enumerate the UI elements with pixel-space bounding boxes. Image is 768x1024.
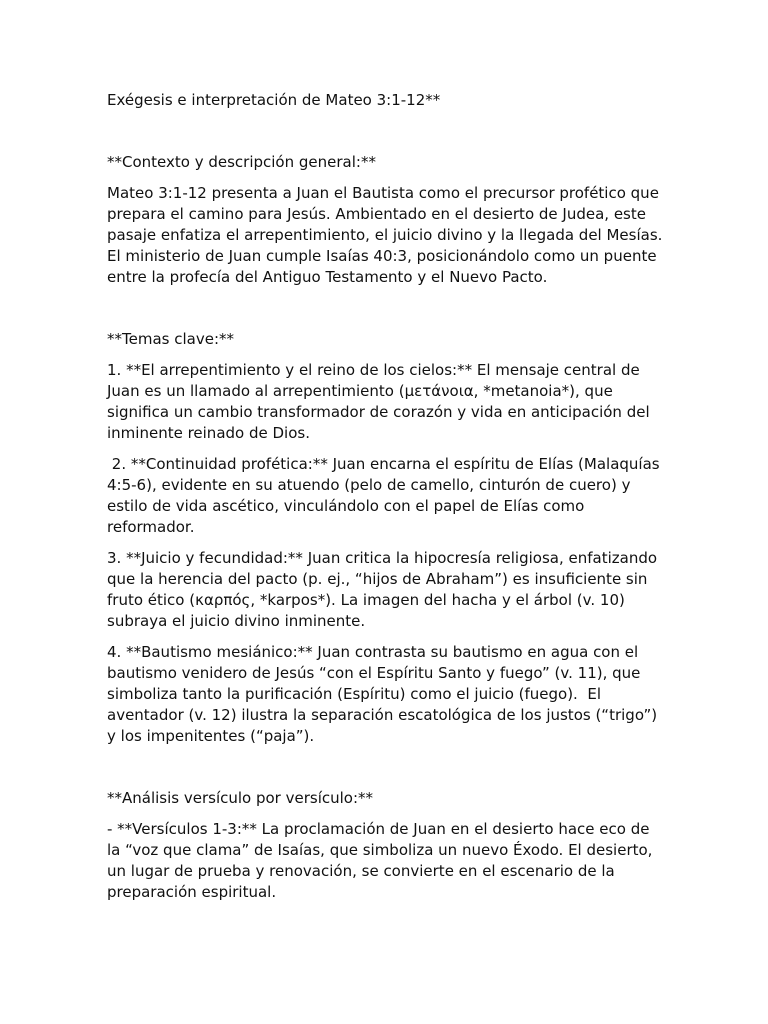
analysis-item-1: - **Versículos 1-3:** La proclamación de Juan en el desierto hace eco de la “voz que clama” de Isaías, que simboliza un nuevo Éxodo. El desierto, un lugar de prueba y renovación, se convierte en el escenario de la preparación espiritual. xyxy=(107,820,658,901)
analysis-heading: **Análisis versículo por versículo:** xyxy=(107,789,374,807)
theme-item-2: 2. **Continuidad profética:** Juan encarna el espíritu de Elías (Malaquías 4:5-6), evidente en su atuendo (pelo de camello, cinturón de cuero) y estilo de vida ascético, vinculándolo con el papel de Elías como reformador. xyxy=(107,455,665,536)
theme-item-4: 4. **Bautismo mesiánico:** Juan contrasta su bautismo en agua con el bautismo venidero de Jesús “con el Espíritu Santo y fuego” (v. 11), que simboliza tanto la purificación (Espíritu) como el juicio (fuego). El aventador (v. 12) ilustra la separación escatológica de los justos (“trigo”) y los impenitentes (“paja”). xyxy=(107,643,662,745)
document-title: Exégesis e interpretación de Mateo 3:1-12** xyxy=(107,91,441,109)
themes-heading: **Temas clave:** xyxy=(107,330,234,348)
context-heading: **Contexto y descripción general:** xyxy=(107,153,376,171)
context-paragraph: Mateo 3:1-12 presenta a Juan el Bautista como el precursor profético que prepara el camino para Jesús. Ambientado en el desierto de Judea, este pasaje enfatiza el arrepentimiento, el juicio divino y la llegada del Mesías. El ministerio de Juan cumple Isaías 40:3, posicionándolo como un puente entre la profecía del Antiguo Testamento y el Nuevo Pacto. xyxy=(107,184,668,286)
theme-item-1: 1. **El arrepentimiento y el reino de los cielos:** El mensaje central de Juan es un llamado al arrepentimiento (μετάνοια, *metanoia*), que significa un cambio transformador de corazón y vida en anticipación del inminente reinado de Dios. xyxy=(107,361,655,442)
theme-item-3: 3. **Juicio y fecundidad:** Juan critica la hipocresía religiosa, enfatizando que la herencia del pacto (p. ej., “hijos de Abraham”) es insuficiente sin fruto ético (καρπός, *karpos*). La imagen del hacha y el árbol (v. 10) subraya el juicio divino inminente. xyxy=(107,549,662,630)
document-body xyxy=(107,90,667,913)
